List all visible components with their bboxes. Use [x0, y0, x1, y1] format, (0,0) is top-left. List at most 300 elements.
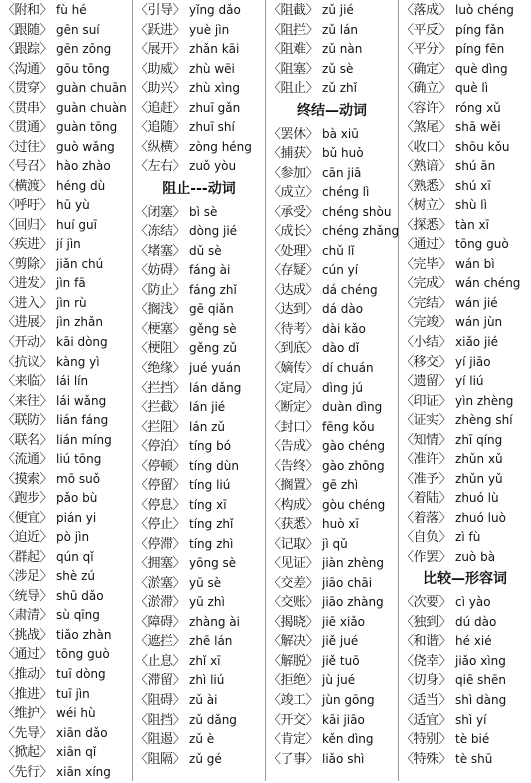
entry-pinyin: gào chéng: [322, 439, 385, 454]
entry-pinyin: dá dào: [322, 302, 364, 317]
entry-pinyin: tíng dùn: [189, 458, 239, 473]
dictionary-entry: [268, 514, 359, 534]
section-heading: 终结—动词: [297, 102, 367, 119]
dictionary-entry: [268, 143, 364, 163]
dictionary-entry: [2, 684, 90, 704]
dictionary-entry: [135, 221, 237, 241]
entry-word: 〈自负〉: [401, 530, 452, 546]
entry-pinyin: shú ān: [455, 159, 496, 174]
entry-word: 〈肃清〉: [2, 608, 53, 624]
entry-word: 〈停顿〉: [135, 458, 186, 474]
dictionary-entry: [135, 20, 229, 40]
entry-word: 〈进发〉: [2, 276, 53, 292]
dictionary-entry: [2, 254, 103, 274]
entry-pinyin: lián míng: [56, 432, 112, 447]
dictionary-entry: [135, 573, 221, 593]
entry-word: 〈先行〉: [2, 764, 53, 780]
section-heading: 比较—形容词: [423, 571, 507, 588]
dictionary-entry: [268, 612, 365, 632]
entry-pinyin: sù qīng: [56, 608, 100, 623]
column-3: [268, 0, 400, 781]
entry-word: 〈完竣〉: [401, 315, 452, 331]
entry-word: 〈成长〉: [268, 224, 319, 240]
entry-word: 〈来临〉: [2, 374, 53, 390]
entry-word: 〈群起〉: [2, 549, 53, 565]
dictionary-entry: [268, 124, 359, 144]
entry-word: 〈迫近〉: [2, 530, 53, 546]
entry-word: 〈存疑〉: [268, 263, 319, 279]
entry-pinyin: wán jié: [455, 295, 498, 310]
entry-word: 〈剪除〉: [2, 256, 53, 272]
dictionary-entry: [2, 723, 108, 743]
entry-pinyin: tōng guò: [56, 647, 110, 662]
dictionary-entry: [135, 156, 236, 176]
dictionary-entry: [135, 553, 236, 573]
entry-pinyin: mō suǒ: [56, 471, 101, 486]
entry-pinyin: bǔ huò: [322, 146, 364, 161]
entry-pinyin: huò xī: [322, 517, 359, 532]
dictionary-entry: [401, 215, 489, 235]
entry-pinyin: xiān dǎo: [56, 725, 108, 740]
dictionary-entry: [2, 527, 89, 547]
dictionary-entry: [2, 117, 117, 137]
dictionary-entry: [401, 117, 501, 137]
dictionary-entry: [268, 78, 357, 98]
dictionary-entry: [135, 338, 237, 358]
entry-word: 〈沟通〉: [2, 61, 53, 77]
dictionary-entry: [2, 762, 111, 782]
column-divider: [132, 0, 133, 781]
dictionary-entry: [401, 293, 498, 313]
entry-word: 〈平分〉: [401, 42, 452, 58]
entry-word: 〈冻结〉: [135, 224, 186, 240]
entry-pinyin: shú xī: [455, 178, 491, 193]
dictionary-entry: [2, 625, 111, 645]
entry-word: 〈左右〉: [135, 159, 186, 175]
entry-pinyin: dí chuán: [322, 361, 374, 375]
dictionary-entry: [2, 293, 87, 313]
entry-pinyin: cún yí: [322, 263, 359, 278]
entry-word: 〈煞尾〉: [401, 120, 452, 136]
dictionary-entry: [268, 573, 372, 593]
entry-word: 〈贯通〉: [2, 120, 53, 136]
dictionary-entry: [135, 729, 214, 749]
entry-pinyin: yǐng dǎo: [189, 3, 241, 17]
dictionary-entry: [2, 566, 95, 586]
entry-pinyin: guàn chuàn: [56, 100, 127, 115]
dictionary-entry: [135, 612, 240, 632]
entry-pinyin: jí jìn: [56, 237, 81, 252]
dictionary-entry: [268, 710, 365, 730]
entry-pinyin: qiē shēn: [455, 673, 507, 688]
entry-pinyin: shōu kǒu: [455, 139, 510, 154]
entry-word: 〈拦阻〉: [135, 419, 186, 435]
entry-word: 〈参加〉: [268, 165, 319, 181]
entry-word: 〈先导〉: [2, 725, 53, 741]
entry-word: 〈特别〉: [401, 732, 452, 748]
entry-word: 〈推动〉: [2, 667, 53, 683]
entry-pinyin: zhǔn yǔ: [455, 471, 503, 486]
entry-word: 〈梗塞〉: [135, 321, 186, 337]
dictionary-entry: [268, 338, 359, 358]
entry-pinyin: kāi dòng: [56, 335, 108, 349]
entry-pinyin: yū sè: [189, 575, 222, 590]
entry-word: 〈纵横〉: [135, 139, 186, 155]
entry-word: 〈准予〉: [401, 471, 452, 487]
entry-pinyin: lán dǎng: [189, 380, 242, 395]
entry-word: 〈阻拦〉: [268, 22, 319, 38]
entry-word: 〈来往〉: [2, 393, 53, 409]
entry-word: 〈回归〉: [2, 217, 53, 233]
entry-pinyin: zhuó luò: [455, 510, 506, 525]
entry-pinyin: lián fáng: [56, 413, 109, 428]
entry-word: 〈熟悉〉: [401, 178, 452, 194]
entry-word: 〈拥塞〉: [135, 556, 186, 572]
entry-word: 〈阻止〉: [268, 81, 319, 97]
dictionary-entry: [2, 391, 106, 411]
entry-pinyin: jìn zhǎn: [56, 315, 103, 330]
dictionary-entry: [268, 221, 399, 241]
entry-pinyin: pián yi: [56, 510, 97, 525]
entry-word: 〈证实〉: [401, 413, 452, 429]
dictionary-entry: [135, 495, 227, 515]
dictionary-entry: [2, 195, 90, 215]
dictionary-entry: [401, 0, 514, 20]
entry-word: 〈阻碍〉: [135, 693, 186, 709]
entry-word: 〈印证〉: [401, 393, 452, 409]
entry-pinyin: zǔ lán: [322, 22, 359, 37]
dictionary-entry: [401, 488, 499, 508]
entry-word: 〈搁置〉: [268, 478, 319, 494]
dictionary-entry: [268, 397, 382, 417]
dictionary-entry: [2, 39, 111, 59]
entry-word: 〈达到〉: [268, 302, 319, 318]
entry-pinyin: guò wǎng: [56, 139, 115, 154]
dictionary-entry: [401, 176, 491, 196]
dictionary-entry: [135, 631, 232, 651]
dictionary-entry: [2, 137, 115, 157]
entry-word: 〈滞留〉: [135, 673, 186, 689]
entry-word: 〈树立〉: [401, 198, 452, 214]
dictionary-entry: [401, 710, 486, 730]
entry-word: 〈疾进〉: [2, 237, 53, 253]
dictionary-entry: [2, 742, 96, 762]
entry-pinyin: yōng sè: [189, 556, 237, 571]
entry-word: 〈助兴〉: [135, 81, 186, 97]
entry-pinyin: luò chéng: [455, 3, 514, 17]
dictionary-entry: [2, 430, 112, 450]
entry-word: 〈拒绝〉: [268, 673, 319, 689]
entry-word: 〈处理〉: [268, 243, 319, 259]
entry-pinyin: zǔ gé: [189, 751, 222, 766]
entry-word: 〈停息〉: [135, 497, 186, 513]
entry-pinyin: wán chéng: [455, 276, 521, 291]
entry-word: 〈呼吁〉: [2, 198, 53, 214]
dictionary-entry: [268, 651, 360, 671]
entry-word: 〈拦挡〉: [135, 380, 186, 396]
entry-pinyin: bì sè: [189, 204, 218, 219]
entry-word: 〈阻遏〉: [135, 732, 186, 748]
dictionary-entry: [135, 417, 225, 437]
entry-word: 〈阻塞〉: [268, 61, 319, 77]
dictionary-entry: [135, 59, 235, 79]
entry-pinyin: zhī qíng: [455, 432, 503, 447]
entry-pinyin: liú tōng: [56, 452, 102, 467]
entry-pinyin: chéng zhǎng: [322, 224, 400, 239]
entry-word: 〈遗留〉: [401, 374, 452, 390]
entry-pinyin: dòng jié: [189, 224, 238, 239]
dictionary-entry: [2, 488, 97, 508]
entry-pinyin: hào zhào: [56, 159, 111, 174]
entry-pinyin: zuǒ yòu: [189, 159, 237, 174]
dictionary-entry: [135, 39, 239, 59]
entry-pinyin: dìng jú: [322, 380, 363, 395]
entry-pinyin: gěng sè: [189, 321, 237, 336]
entry-word: 〈嫡传〉: [268, 361, 319, 376]
entry-word: 〈开交〉: [268, 712, 319, 728]
entry-pinyin: xiān xíng: [56, 764, 111, 779]
entry-pinyin: zhuī shí: [189, 120, 235, 135]
entry-pinyin: kàng yì: [56, 354, 100, 369]
entry-word: 〈告终〉: [268, 458, 319, 474]
column-4: [401, 0, 529, 781]
entry-word: 〈次要〉: [401, 595, 452, 611]
entry-word: 〈跃进〉: [135, 22, 186, 38]
dictionary-entry: [401, 612, 496, 632]
entry-pinyin: guàn tōng: [56, 120, 118, 135]
entry-pinyin: jùn gōng: [322, 693, 375, 708]
dictionary-entry: [135, 456, 239, 476]
entry-word: 〈解脱〉: [268, 653, 319, 669]
column-1: [2, 0, 130, 781]
entry-word: 〈特殊〉: [401, 751, 452, 767]
entry-pinyin: pò jìn: [56, 530, 90, 545]
dictionary-entry: [268, 182, 369, 202]
dictionary-entry: [135, 319, 237, 339]
entry-pinyin: zǔ ài: [189, 693, 218, 708]
entry-pinyin: cān jiā: [322, 165, 362, 180]
entry-word: 〈流通〉: [2, 452, 53, 468]
entry-pinyin: guàn chuān: [56, 81, 127, 96]
dictionary-entry: [2, 371, 88, 391]
dictionary-entry: [135, 514, 233, 534]
dictionary-entry: [2, 312, 103, 332]
entry-pinyin: yū zhì: [189, 595, 225, 610]
dictionary-entry: [401, 391, 513, 411]
entry-pinyin: tíng liú: [189, 478, 231, 493]
entry-pinyin: róng xǔ: [455, 100, 501, 115]
entry-word: 〈准许〉: [401, 452, 452, 468]
dictionary-entry: [268, 299, 363, 319]
dictionary-entry: [2, 352, 100, 372]
entry-word: 〈断定〉: [268, 400, 319, 416]
entry-pinyin: píng fǎn: [455, 22, 505, 37]
entry-word: 〈构成〉: [268, 497, 319, 513]
entry-pinyin: yuè jìn: [189, 22, 230, 37]
entry-pinyin: tōng guò: [455, 237, 509, 252]
dictionary-entry: [268, 729, 374, 749]
entry-word: 〈见证〉: [268, 556, 319, 572]
dictionary-entry: [268, 475, 358, 495]
dictionary-entry: [135, 651, 221, 671]
entry-pinyin: jiǎn chú: [56, 256, 104, 271]
entry-pinyin: wán jùn: [455, 315, 503, 330]
entry-word: 〈贯串〉: [2, 100, 53, 116]
entry-pinyin: tuī dòng: [56, 667, 106, 682]
entry-word: 〈通过〉: [401, 237, 452, 253]
entry-pinyin: liǎo shì: [322, 751, 365, 766]
entry-pinyin: jìn rù: [56, 295, 87, 310]
entry-word: 〈捕获〉: [268, 146, 319, 162]
entry-word: 〈堵塞〉: [135, 243, 186, 259]
dictionary-entry: [401, 410, 513, 430]
entry-word: 〈跟随〉: [2, 22, 53, 38]
entry-pinyin: yìn zhèng: [455, 393, 514, 408]
entry-word: 〈摸索〉: [2, 471, 53, 487]
entry-word: 〈闭塞〉: [135, 204, 186, 220]
entry-word: 〈探悉〉: [401, 217, 452, 233]
dictionary-entry: [401, 98, 501, 118]
dictionary-entry: [401, 137, 510, 157]
entry-pinyin: zhǐ xī: [189, 653, 221, 668]
entry-pinyin: shè zú: [56, 569, 95, 584]
dictionary-entry: [401, 527, 480, 547]
entry-pinyin: shì dàng: [455, 693, 507, 708]
entry-pinyin: zhǎn kāi: [189, 42, 240, 57]
dictionary-entry: [268, 163, 361, 183]
dictionary-entry: [401, 254, 495, 274]
entry-pinyin: yí jiāo: [455, 354, 491, 369]
dictionary-entry: [135, 137, 252, 157]
dictionary-entry: [268, 358, 374, 378]
dictionary-entry: [2, 449, 101, 469]
entry-word: 〈贯穿〉: [2, 81, 53, 97]
entry-word: 〈引导〉: [135, 3, 186, 18]
dictionary-entry: [401, 430, 502, 450]
entry-pinyin: jiàn zhèng: [322, 556, 384, 571]
dictionary-entry: [268, 690, 375, 710]
entry-pinyin: gào zhōng: [322, 458, 385, 473]
entry-word: 〈推进〉: [2, 686, 53, 702]
entry-pinyin: fēng kǒu: [322, 419, 375, 434]
dictionary-entry: [135, 592, 225, 612]
entry-word: 〈作罢〉: [401, 549, 452, 565]
entry-pinyin: xiān qǐ: [56, 745, 97, 760]
entry-word: 〈阻隔〉: [135, 751, 186, 767]
entry-word: 〈联防〉: [2, 413, 53, 429]
dictionary-entry: [2, 176, 105, 196]
entry-pinyin: jiě jué: [322, 634, 359, 649]
entry-pinyin: jué yuán: [189, 361, 241, 375]
entry-word: 〈障碍〉: [135, 614, 186, 630]
entry-pinyin: jiě tuō: [322, 653, 360, 668]
entry-word: 〈适宜〉: [401, 712, 452, 728]
entry-pinyin: jìn fā: [56, 276, 86, 291]
entry-word: 〈维护〉: [2, 706, 53, 722]
entry-word: 〈便宜〉: [2, 510, 53, 526]
entry-word: 〈记取〉: [268, 536, 319, 552]
dictionary-entry: [401, 729, 489, 749]
dictionary-entry: [268, 378, 363, 398]
dictionary-entry: [2, 547, 94, 567]
dictionary-entry: [268, 280, 378, 300]
entry-pinyin: duàn dìng: [322, 400, 383, 415]
dictionary-entry: [268, 749, 364, 769]
dictionary-entry: [2, 664, 106, 684]
entry-pinyin: jì qǔ: [322, 536, 348, 551]
entry-pinyin: zhàng ài: [189, 614, 240, 629]
dictionary-entry: [135, 710, 237, 730]
entry-word: 〈掀起〉: [2, 745, 53, 761]
entry-pinyin: chéng shòu: [322, 204, 392, 219]
entry-word: 〈跑步〉: [2, 491, 53, 507]
entry-word: 〈进展〉: [2, 315, 53, 331]
dictionary-entry: [2, 586, 104, 606]
entry-pinyin: cì yào: [455, 595, 491, 610]
dictionary-entry: [2, 20, 100, 40]
entry-word: 〈和谐〉: [401, 634, 452, 650]
entry-word: 〈切身〉: [401, 673, 452, 689]
dictionary-entry: [135, 670, 224, 690]
entry-pinyin: gěng zǔ: [189, 341, 237, 356]
entry-word: 〈待考〉: [268, 321, 319, 337]
dictionary-entry: [2, 508, 96, 528]
entry-pinyin: tíng zhì: [189, 536, 234, 551]
dictionary-entry: [268, 631, 358, 651]
dictionary-entry: [401, 352, 491, 372]
entry-pinyin: zǔ nàn: [322, 42, 363, 57]
entry-pinyin: chéng lì: [322, 185, 370, 200]
dictionary-entry: [2, 59, 110, 79]
entry-pinyin: zǔ zhǐ: [322, 81, 357, 96]
entry-word: 〈移交〉: [401, 354, 452, 370]
entry-pinyin: tè shū: [455, 751, 493, 766]
dictionary-entry: [135, 358, 241, 378]
entry-word: 〈获悉〉: [268, 517, 319, 533]
entry-word: 〈阻截〉: [268, 3, 319, 18]
dictionary-entry: [401, 195, 487, 215]
dictionary-entry: [2, 78, 127, 98]
column-2: [135, 0, 263, 781]
dictionary-entry: [268, 260, 358, 280]
dictionary-entry: [401, 469, 503, 489]
dictionary-entry: [2, 215, 97, 235]
entry-pinyin: kāi jiāo: [322, 712, 365, 727]
dictionary-entry: [401, 312, 502, 332]
dictionary-entry: [401, 547, 495, 567]
entry-pinyin: lái lín: [56, 374, 89, 389]
dictionary-entry: [268, 592, 384, 612]
dictionary-entry: [401, 156, 495, 176]
entry-word: 〈到底〉: [268, 341, 319, 357]
entry-pinyin: dá chéng: [322, 282, 378, 297]
entry-pinyin: hū yù: [56, 198, 90, 213]
entry-pinyin: zhuó lù: [455, 491, 499, 506]
entry-word: 〈交账〉: [268, 595, 319, 611]
dictionary-entry: [401, 670, 506, 690]
entry-pinyin: jù jué: [322, 673, 356, 688]
entry-pinyin: lán zǔ: [189, 419, 226, 434]
entry-pinyin: fù hé: [56, 3, 87, 17]
entry-pinyin: tiǎo zhàn: [56, 627, 112, 642]
entry-word: 〈承受〉: [268, 204, 319, 220]
dictionary-entry: [268, 0, 354, 20]
dictionary-entry: [135, 299, 234, 319]
entry-pinyin: xiǎo jié: [455, 335, 499, 349]
dictionary-entry: [135, 749, 222, 769]
entry-word: 〈侥幸〉: [401, 653, 452, 669]
entry-pinyin: gēn zōng: [56, 42, 112, 57]
